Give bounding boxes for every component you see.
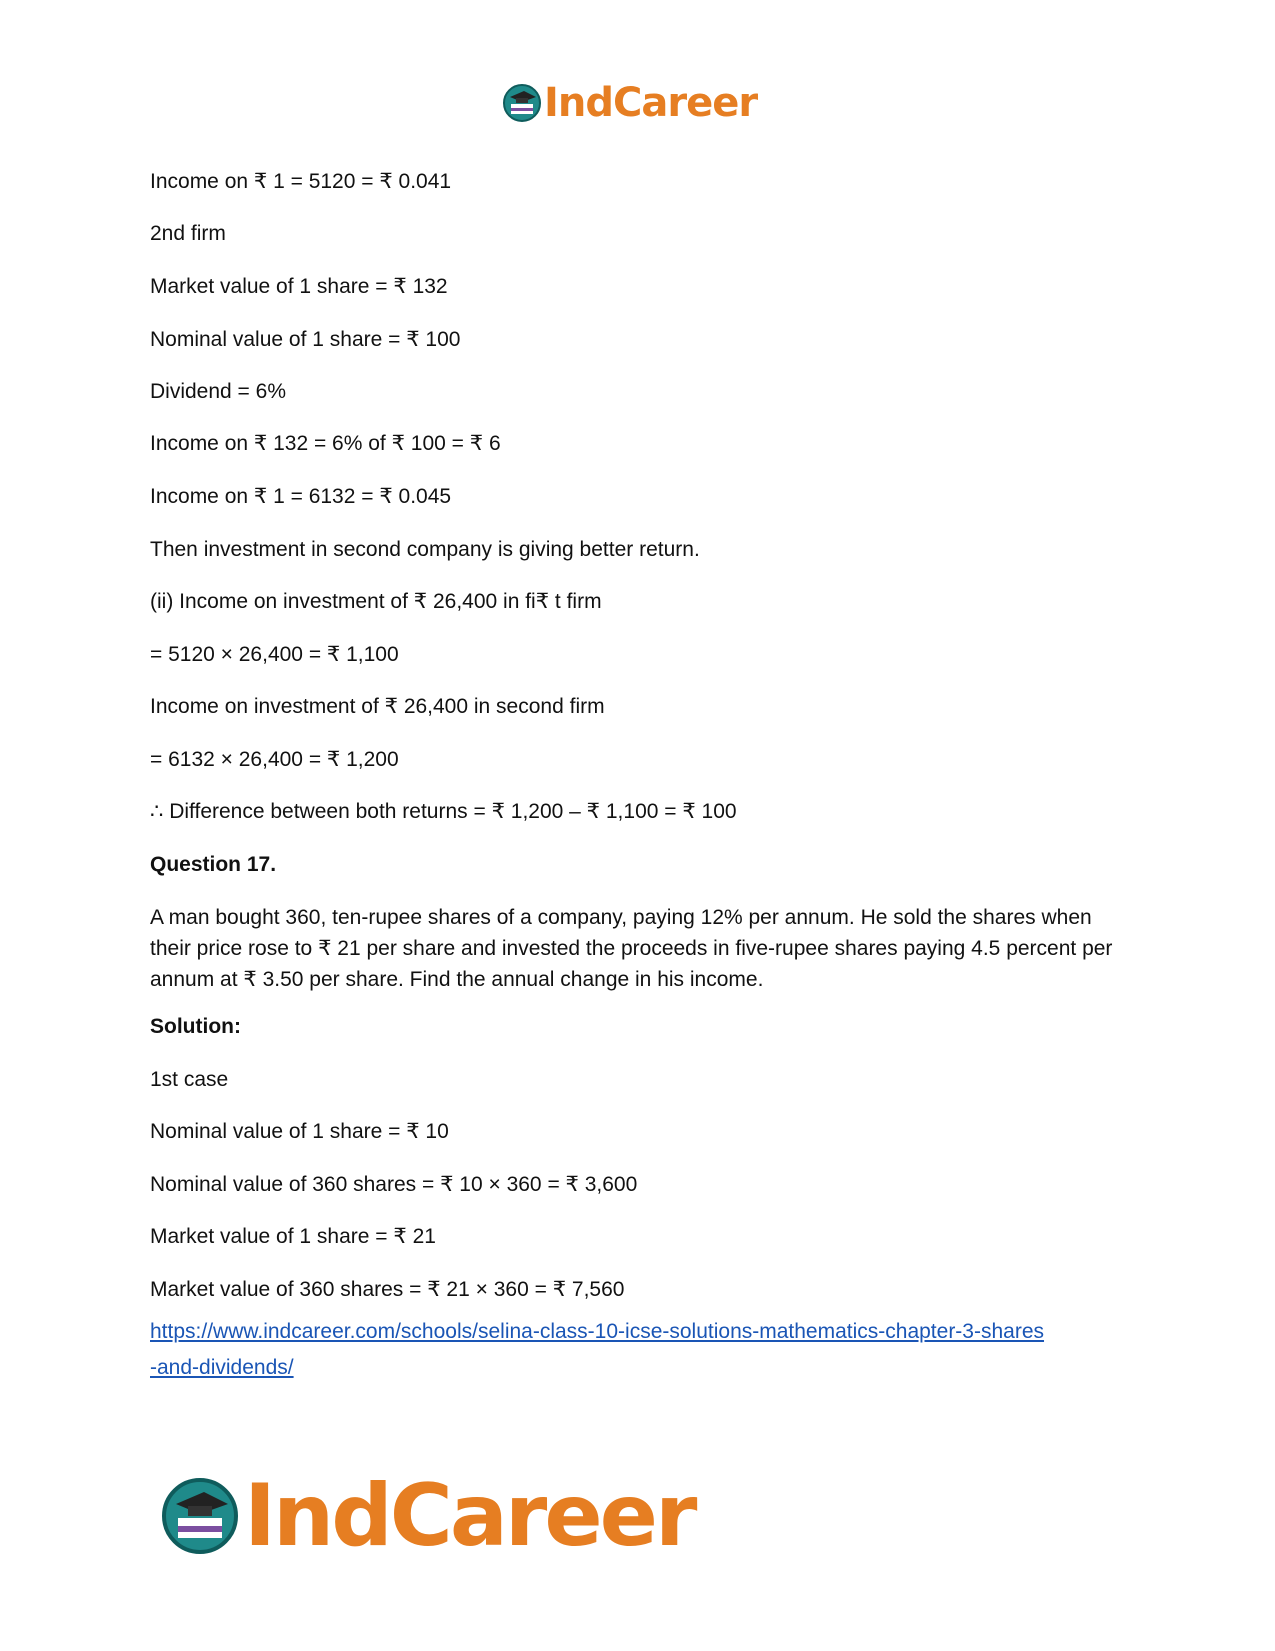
graduation-cap-book-icon — [160, 1476, 240, 1556]
text-line: Nominal value of 1 share = ₹ 100 — [150, 328, 461, 351]
question-heading: Question 17. — [150, 853, 277, 876]
text-line: Income on ₹ 132 = 6% of ₹ 100 = ₹ 6 — [150, 432, 501, 455]
text-line: Income on ₹ 1 = 5120 = ₹ 0.041 — [150, 170, 452, 193]
footer-logo — [160, 1466, 694, 1566]
text-line: 2nd firm — [150, 222, 226, 245]
source-link-line-1[interactable]: https://www.indcareer.com/schools/selina-class-10-icse-solutions-mathematics-chapter-3-shares — [150, 1320, 1045, 1343]
text-line: Market value of 1 share = ₹ 21 — [150, 1225, 436, 1248]
graduation-cap-book-icon — [502, 83, 542, 123]
logo-text: IndCareer — [244, 1466, 695, 1566]
text-line: Nominal value of 360 shares = ₹ 10 × 360 = ₹ 3,600 — [150, 1173, 638, 1196]
text-line: ∴ Difference between both returns = ₹ 1,200 – ₹ 1,100 = ₹ 100 — [150, 800, 737, 823]
text-line: Nominal value of 1 share = ₹ 10 — [150, 1120, 449, 1143]
text-line: Income on ₹ 1 = 6132 = ₹ 0.045 — [150, 485, 452, 508]
logo-text: IndCareer — [544, 80, 758, 126]
text-line: Market value of 360 shares = ₹ 21 × 360 = ₹ 7,560 — [150, 1278, 625, 1301]
text-line: Income on investment of ₹ 26,400 in second firm — [150, 695, 605, 718]
text-line: Then investment in second company is giving better return. — [150, 538, 700, 561]
text-line: = 6132 × 26,400 = ₹ 1,200 — [150, 748, 399, 771]
source-link-line-2[interactable]: -and-dividends/ — [150, 1356, 294, 1379]
solution-heading: Solution: — [150, 1015, 241, 1038]
question-text: A man bought 360, ten-rupee shares of a company, paying 12% per annum. He sold the shares when their price rose to ₹ 21 per share and invested the proceeds in five-rupee shares paying 4.5 percent per annum at ₹ 3.50 per share. Find the annual change in his income. — [150, 906, 1113, 991]
text-line: 1st case — [150, 1068, 229, 1091]
text-line: (ii) Income on investment of ₹ 26,400 in fi₹ t firm — [150, 590, 602, 613]
text-line: Market value of 1 share = ₹ 132 — [150, 275, 448, 298]
header-logo — [502, 80, 757, 126]
text-line: = 5120 × 26,400 = ₹ 1,100 — [150, 643, 399, 666]
text-line: Dividend = 6% — [150, 380, 286, 403]
